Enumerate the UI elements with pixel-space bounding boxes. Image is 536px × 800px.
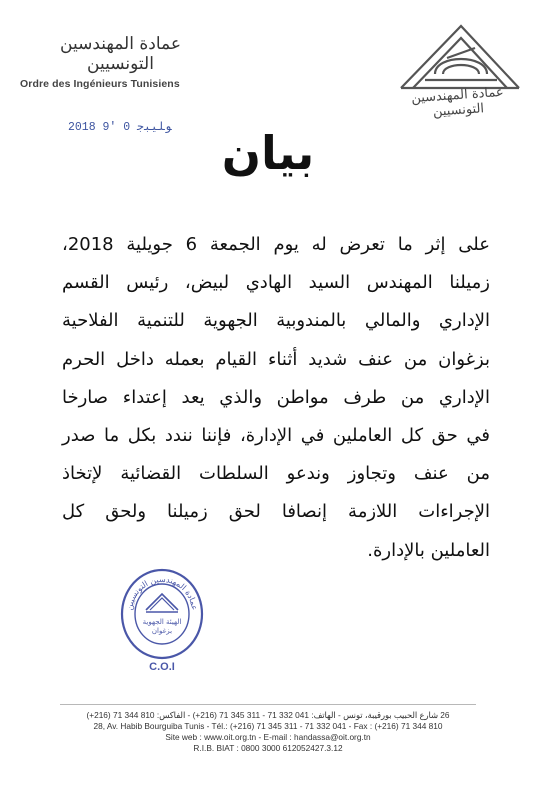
footer-divider xyxy=(60,704,476,705)
footer-address-french: 28, Av. Habib Bourguiba Tunis - Tél.: (+216) 71 345 311 - 71 332 041 - Fax : (+216) 71 344 810 xyxy=(93,721,443,731)
org-name-french: Ordre des Ingénieurs Tunisiens xyxy=(20,78,180,90)
seal-ring-text: عمادة المهندسين التونسيين xyxy=(124,574,200,611)
body-line: على إثر ما تعرض له يوم الجمعة 6 جويلية 2018، xyxy=(62,234,490,255)
body-line: العاملين بالإدارة. xyxy=(367,539,490,561)
body-line: بزغوان من عنف شديد أثناء القيام بعمله داخل الحرم xyxy=(62,348,490,370)
footer-web-email: Site web : www.oit.org.tn - E-mail : handassa@oit.org.tn xyxy=(165,732,371,742)
seal-bottom-text: C.O.I xyxy=(149,661,175,673)
official-seal-icon xyxy=(118,566,206,676)
body-line: زميلنا المهندس السيد الهادي لبيض، رئيس القسم xyxy=(62,272,490,294)
body-line: من عنف وتجاوز وندعو السلطات القضائية لإتخاذ xyxy=(62,463,490,485)
letterhead-left xyxy=(20,34,260,90)
body-line: في حق كل العاملين في الإدارة، فإننا نندد بكل ما صدر xyxy=(62,424,490,446)
logo-caption-arabic: عمادة المهندسين التونسيين xyxy=(410,84,505,120)
seal-inner-line1: الهيئة الجهوية xyxy=(142,618,182,626)
footer-bank-rib: R.I.B. BIAT : 0800 3000 612052427.3.12 xyxy=(193,743,343,753)
org-name-arabic: عمادة المهندسين التونسيين xyxy=(60,34,181,74)
seal-inner-line2: بزغوان xyxy=(151,627,173,635)
statement-body xyxy=(62,232,490,576)
body-line: الإجراءات اللازمة إنصافا لحق زميلنا ولحق كل xyxy=(62,501,490,523)
letterhead-footer xyxy=(0,710,536,754)
footer-address-arabic: 26 شارع الحبيب بورقيبة، تونس - الهاتف: 041 332 71 - 311 345 71 (216+) - الفاكس: 810 344 71 (216+) xyxy=(86,710,450,720)
body-line: الإداري والمالي بالمندوبية الجهوية للتنمية الفلاحية xyxy=(62,310,490,332)
date-stamp: 2018 ﻮﻠﻴﺒﺟ 0 '9 xyxy=(68,121,172,134)
body-line: الإداري من طرف مواطن والذي يعد إعتداء صارخا xyxy=(62,386,490,408)
document-title: بيان xyxy=(221,126,315,180)
